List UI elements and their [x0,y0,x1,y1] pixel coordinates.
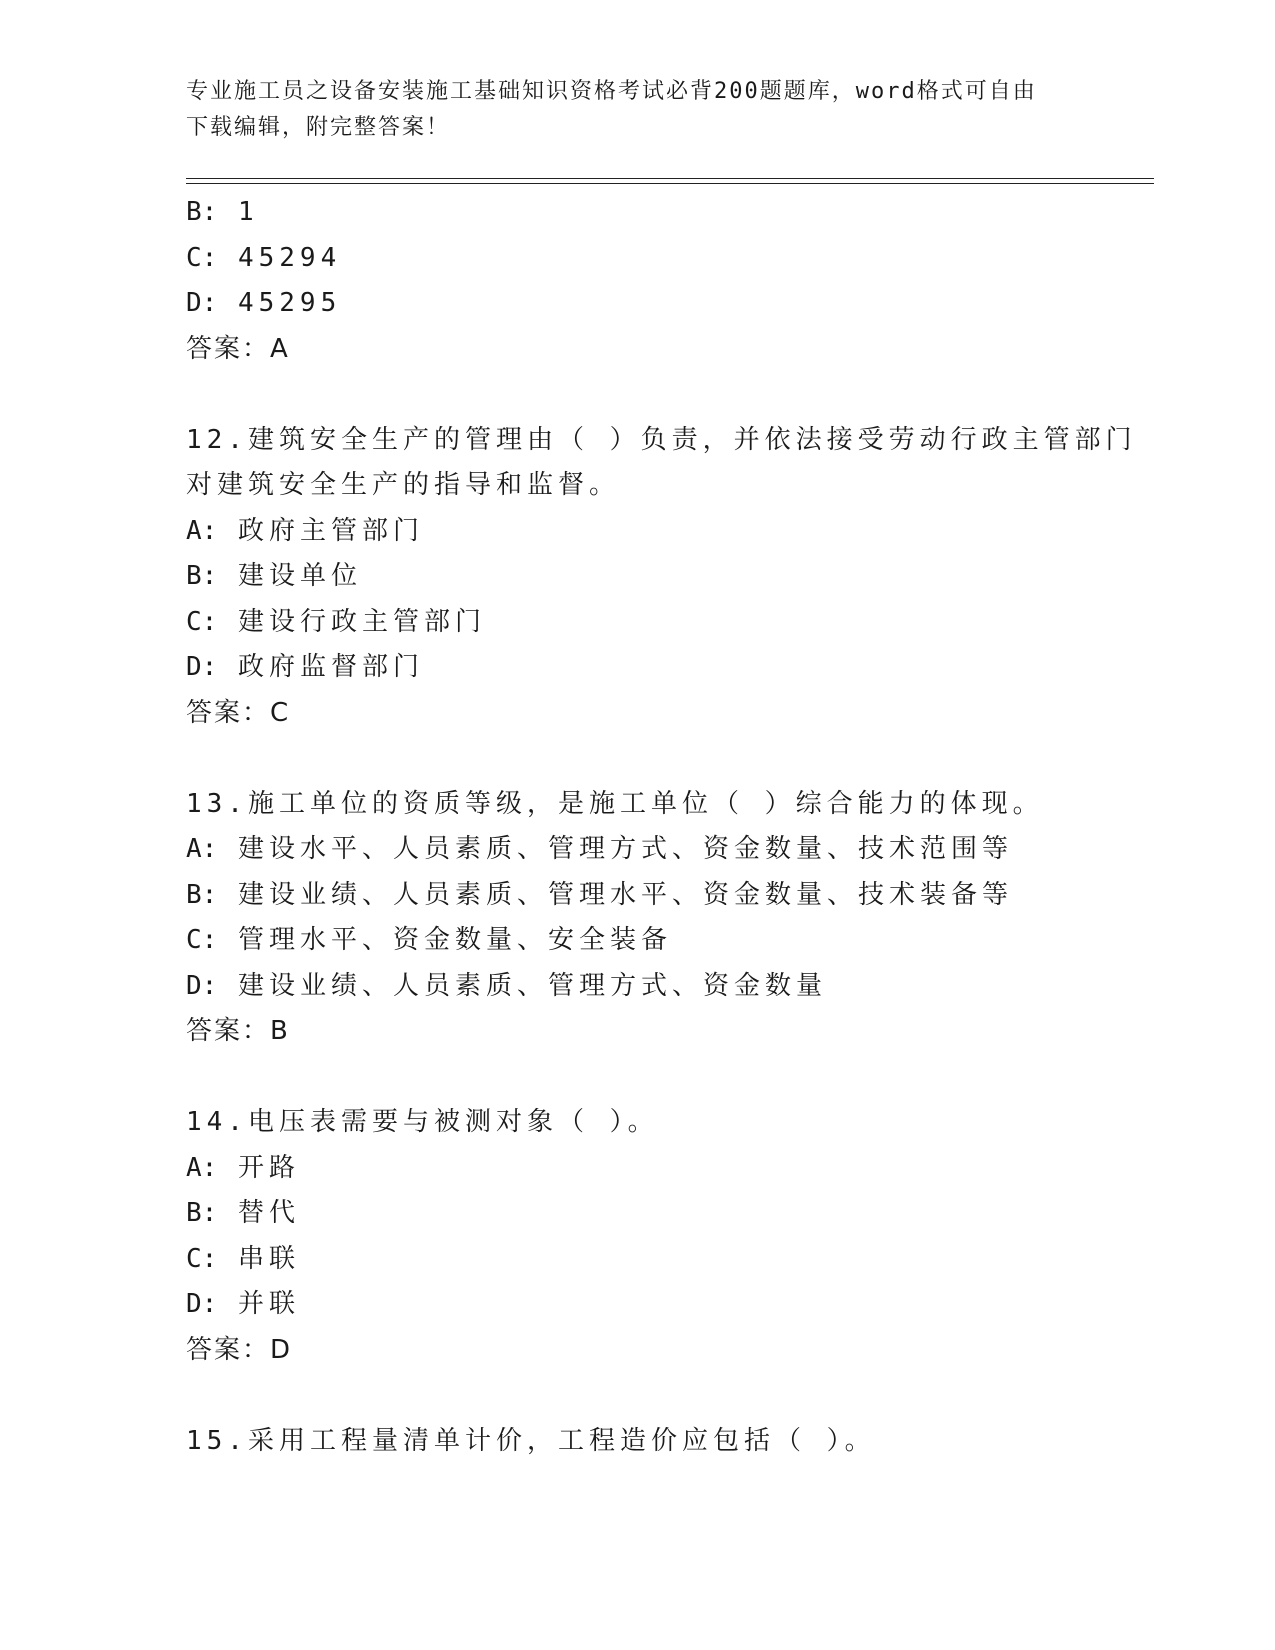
question-text: 15.采用工程量清单计价，工程造价应包括（ ）。 [186,1425,876,1456]
header-divider-bottom [186,183,1154,184]
question-text: 14.电压表需要与被测对象（ ）。 [186,1107,659,1137]
option-line: D: 并联 [186,1289,300,1319]
header-line-2: 下载编辑，附完整答案！ [186,115,451,140]
question-15 [186,1419,1146,1465]
question-list [186,190,1146,1464]
option-line: A: 建设水平、人员素质、管理方式、资金数量、技术范围等 [186,834,1013,864]
question-text: 13.施工单位的资质等级，是施工单位（ ）综合能力的体现。 [186,788,1044,819]
option-line: C: 45294 [186,242,342,273]
question-text: 12.建筑安全生产的管理由（ ）负责，并依法接受劳动行政主管部门 [186,424,1137,455]
answer-line: 答案：B [186,1016,290,1046]
option-line: B: 建设单位 [186,561,362,591]
question-14 [186,1100,1146,1373]
answer-line: 答案：D [186,1334,293,1365]
option-line: B: 替代 [186,1198,300,1228]
header-divider-top [186,178,1154,179]
question-13 [186,782,1146,1055]
question-text: 对建筑安全生产的指导和监督。 [186,470,621,500]
option-line: C: 串联 [186,1243,300,1274]
question-12 [186,418,1146,737]
question-carryover [186,190,1146,372]
document-header [186,74,1086,146]
option-line: B: 建设业绩、人员素质、管理水平、资金数量、技术装备等 [186,879,1013,910]
option-line: D: 建设业绩、人员素质、管理方式、资金数量 [186,970,827,1001]
option-line: C: 管理水平、资金数量、安全装备 [186,925,672,955]
option-line: C: 建设行政主管部门 [186,606,486,637]
option-line: A: 开路 [186,1152,300,1183]
answer-line: 答案：C [186,697,291,728]
option-line: B: 1 [186,197,259,227]
option-line: A: 政府主管部门 [186,515,424,546]
option-line: D: 45295 [186,288,342,318]
answer-line: 答案：A [186,333,290,364]
option-line: D: 政府监督部门 [186,652,424,682]
header-line-1: 专业施工员之设备安装施工基础知识资格考试必背200题题库，word格式可自由 [186,79,1037,104]
